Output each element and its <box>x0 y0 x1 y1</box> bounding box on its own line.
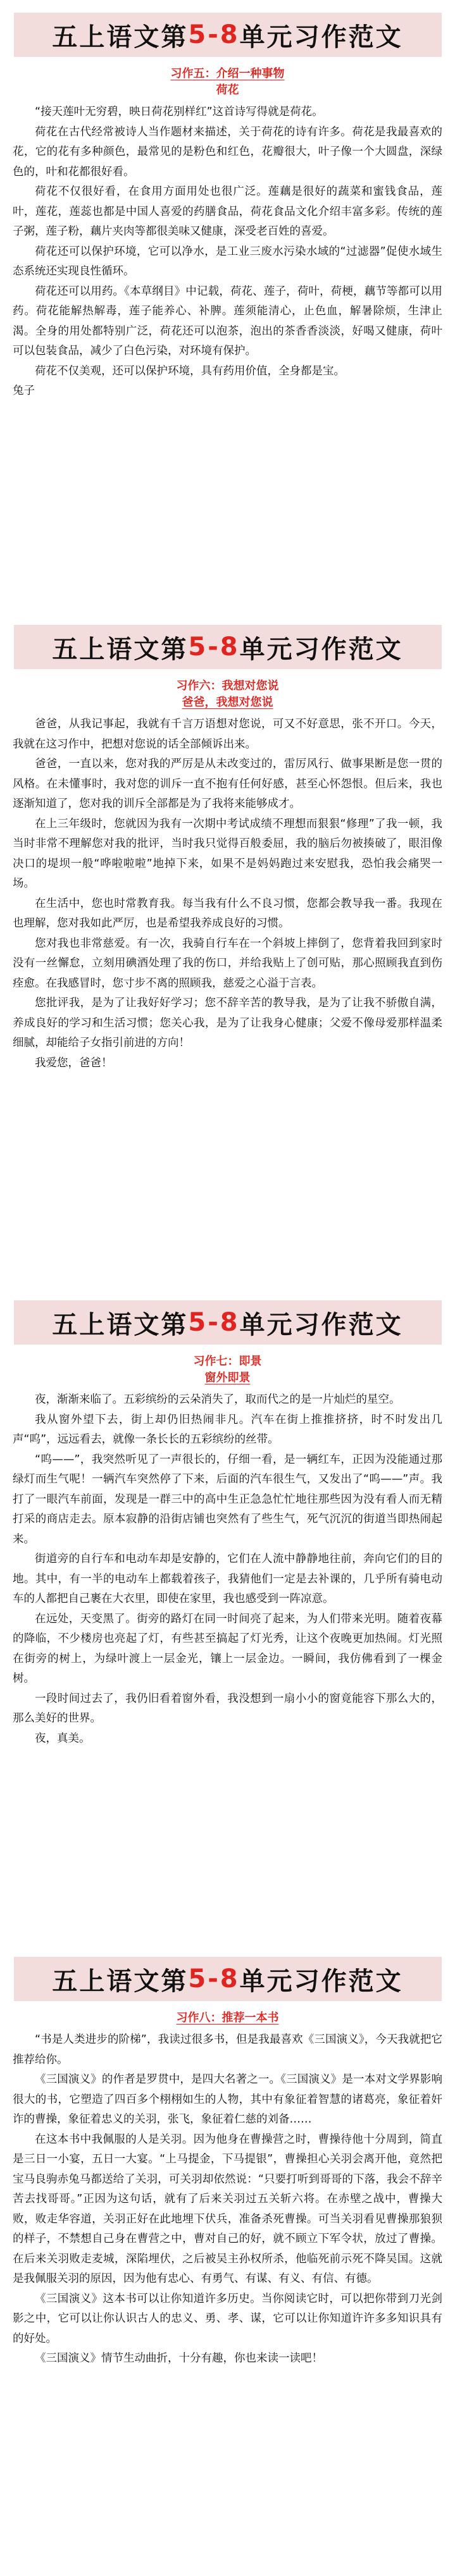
paragraph: 《三国演义》情节生动曲折，十分有趣，你也来读一读吧！ <box>35 2352 323 2365</box>
paragraph: 荷花在古代经常被诗人当作题材来描述，关于荷花的诗有许多。荷花是我最喜欢的花，它的花有多种颜色，最常见的是粉色和红色，花瓣很大，叶子像一个大圆盘，深绿色的，叶和花都很好看。 <box>13 125 442 178</box>
paragraph: 荷花不仅美观，还可以保护环境，具有药用价值，全身都是宝。 <box>35 364 345 378</box>
banner-range: 5-8 <box>188 20 240 49</box>
banner-range: 5-8 <box>188 1308 240 1337</box>
paragraph: 我爱您，爸爸！ <box>35 1056 113 1069</box>
paragraph: 荷花还可以保护环境，它可以净水，是工业三废水污染水域的“过滤器”促使水域生态系统还实现良性循环。 <box>13 245 442 278</box>
composition-heading: 爸爸，我想对您说 <box>182 696 273 709</box>
paragraph: 《三国演义》的作者是罗贯中，是四大名著之一。《三国演义》是一本对文学界影响很大的书，它塑造了四百多个栩栩如生的人物，其中有象征着智慧的诸葛亮，象征着奸诈的曹操，象征着忠义的关羽，张飞，象征着仁慈的刘备…… <box>13 2073 442 2126</box>
paragraph: 爸爸，一直以来，您对我的严厉是从未改变过的，雷厉风行、做事果断是您一贯的风格。在未懂事时，我对您的训斥一直不抱有任何好感，甚至心怀怨恨。但后来，我也逐渐知道了，您对我的训斥全部都是为了我将来能够成才。 <box>13 758 442 810</box>
section-composition-5 <box>0 13 455 601</box>
paragraph: 在这本书中我佩服的人是关羽。因为他身在曹操营之时，曹操待他十分周到，简直是三日一小宴，五日一大宴。“上马提金，下马提银”，曹操担心关羽会离开他，竟然把宝马良驹赤兔马都送给了关羽，可关羽却依然说：“只要打听到哥哥的下落，我会不辞辛苦去找哥哥。”正因为这句话，就有了后来关羽过五关斩六将。在赤壁之战中，曹操大败，败走华容道，关羽正好在此地埋下伏兵，准备杀死曹操。可当关羽看见曹操那狼狈的样子，不禁想自己身在曹营之中，曹对自己的好，就不顾立下军令状，放过了曹操。在后来关羽败走麦城，深陷埋伏，之后被吴主孙权所杀，他临死前示死不降吴国。这就是我佩服关羽的原因，因为他有忠心、有勇气、有谋、有义、有信、有德。 <box>13 2133 442 2285</box>
paragraph: 在上三年级时，您就因为我有一次期中考试成绩不理想而狠狠“修理”了我一顿，我当时非常不理解您对我的批评，当时我只觉得百般委屈，我的脑后勿被揍破了，眼泪像决口的堤坝一般“哗啦啦啦”地掉下来，如果不是妈妈跑过来安慰我，恐怕我会痛哭一场。 <box>13 817 442 890</box>
composition-heading: 窗外即景 <box>204 1371 251 1384</box>
composition-body <box>0 1386 455 1749</box>
paragraph: 《三国演义》这本书可以让你知道许多历史。当你阅读它时，可以把你带到刀光剑影之中，它可以让你认识古人的忠义、勇、孝、谋，它可以让你知道许许多多知识具有的好处。 <box>13 2292 442 2345</box>
paragraph: 在远处，天变黑了。街旁的路灯在同一时间亮了起来，为人们带来光明。随着夜幕的降临，不少楼房也亮起了灯，有些甚至搞起了灯光秀，让这个夜晚更加热闹。灯光照在街旁的树上，为绿叶渡上一层金光，镶上一层金边。一瞬间，我仿佛看到了一棵金树。 <box>13 1612 442 1685</box>
signature: 兔子 <box>13 385 35 397</box>
paragraph: 您对我也非常慈爱。有一次，我骑自行车在一个斜坡上摔倒了，您背着我回到家时没有一丝懈怠，立刻用碘酒处理了我的伤口，并给我贴上了创可贴，那心照顾我直到伤痊愈。在我感冒时，您寸步不离的照顾我，慈爱之心溢于言表。 <box>13 937 442 990</box>
banner-suffix: 单元习作范文 <box>239 22 403 52</box>
unit-banner <box>14 625 442 669</box>
banner-prefix: 五上语文第 <box>52 1966 189 1996</box>
unit-banner <box>14 1300 442 1345</box>
composition-subtitle: 习作七：即景 <box>193 1355 262 1368</box>
paragraph: 爸爸，从我记事起，我就有千言万语想对您说，可又不好意思，张不开口。今天，我就在这习作中，把想对您说的话全部倾诉出来。 <box>13 718 442 751</box>
paragraph: 一段时间过去了，我仍旧看着窗外看，我没想到一扇小小的窗竟能容下那么大的，那么美好的世界。 <box>13 1692 442 1725</box>
banner-range: 5-8 <box>188 632 240 662</box>
paragraph: 荷花还可以用药。《本草纲目》中记载，荷花、莲子，荷叶，荷梗，藕节等都可以用药。荷花能解热解毒，莲子能养心、补脾。莲须能清心，止色血，解暑除烦，生津止渴。全身的用处都特别广泛，荷花还可以泡茶，泡出的茶香香淡淡，好喝又健康，荷叶可以包装食品，减少了白色污染，对环境有保护。 <box>13 285 442 357</box>
banner-prefix: 五上语文第 <box>52 634 189 664</box>
paragraph: 您批评我，是为了让我好好学习；您不辞辛苦的教导我，是为了让我不骄傲自满，养成良好的学习和生活习惯；您关心我，是为了让我身心健康；父爱不像母爱那样温柔细腻，却能给子女指引前进的方向！ <box>13 997 442 1049</box>
banner-suffix: 单元习作范文 <box>239 634 403 664</box>
section-composition-7 <box>0 1300 455 1933</box>
composition-subtitle: 习作五：介绍一种事物 <box>170 67 285 80</box>
paragraph: 我从窗外望下去，街上却仍旧热闹非凡。汽车在街上推推挤挤，时不时发出几声“呜”，远远看去，就像一条长长的五彩缤纷的丝带。 <box>13 1413 442 1446</box>
paragraph: “呜——”，我突然听见了一声很长的，仔细一看，是一辆红车，正因为没能通过那绿灯而生气呢！一辆汽车突然停了下来，后面的汽车很生气，又发出了“呜——”声。我打了一眼汽车前面，发现是一群三中的高中生正急急忙忙地往那些因为没有看人而无精打采的商店走去。原本寂静的沿街店铺也突然有了些生气，死气沉沉的街道当即热闹起来。 <box>13 1453 442 1546</box>
paragraph: 在生活中，您也时常教育我。每当我有什么不良习惯，您都会教导我一番。我现在也理解，您对我如此严厉，也是希望我养成良好的习惯。 <box>13 897 442 930</box>
paragraph: “书是人类进步的阶梯”，我读过很多书，但是我最喜欢《三国演义》，今天我就把它推荐给你。 <box>13 2033 442 2066</box>
composition-body <box>0 2026 455 2369</box>
composition-heading: 荷花 <box>216 83 239 97</box>
section-composition-8 <box>0 1957 455 2573</box>
unit-banner <box>14 13 442 57</box>
unit-banner <box>14 1957 442 2001</box>
banner-prefix: 五上语文第 <box>52 1310 189 1340</box>
paragraph: “接天莲叶无穷碧，映日荷花别样红”这首诗写得就是荷花。 <box>35 106 323 118</box>
composition-subtitle: 习作六：我想对您说 <box>176 679 279 693</box>
composition-body <box>0 711 455 1073</box>
section-composition-6 <box>0 625 455 1276</box>
paragraph: 荷花不仅很好看，在食用方面用处也很广泛。莲藕是很好的蔬菜和蜜钱食品，莲叶，莲花，莲蕊也都是中国人喜爱的药膳食品，荷花食品文化介绍丰富多彩。传统的莲子粥，莲子粉，藕片夹肉等都很美味又健康，深受老百姓的喜爱。 <box>13 185 442 238</box>
banner-range: 5-8 <box>188 1964 240 1994</box>
paragraph: 夜，渐渐来临了。五彩缤纷的云朵消失了，取而代之的是一片灿烂的星空。 <box>35 1393 401 1406</box>
composition-subtitle: 习作八：推荐一本书 <box>176 2011 279 2024</box>
banner-suffix: 单元习作范文 <box>239 1310 403 1340</box>
banner-prefix: 五上语文第 <box>52 22 189 52</box>
paragraph: 街道旁的自行车和电动车却是安静的，它们在人流中静静地往前，奔向它们的目的地。其中，有一半的电动车上都载着孩子，我猜他们一定是去补课的，几乎所有骑电动车的人都把自己裹在大衣里，即使在家里，我也感受到一阵凉意。 <box>13 1553 442 1605</box>
banner-suffix: 单元习作范文 <box>239 1966 403 1996</box>
composition-body <box>0 99 455 402</box>
paragraph: 夜，真美。 <box>35 1732 90 1745</box>
